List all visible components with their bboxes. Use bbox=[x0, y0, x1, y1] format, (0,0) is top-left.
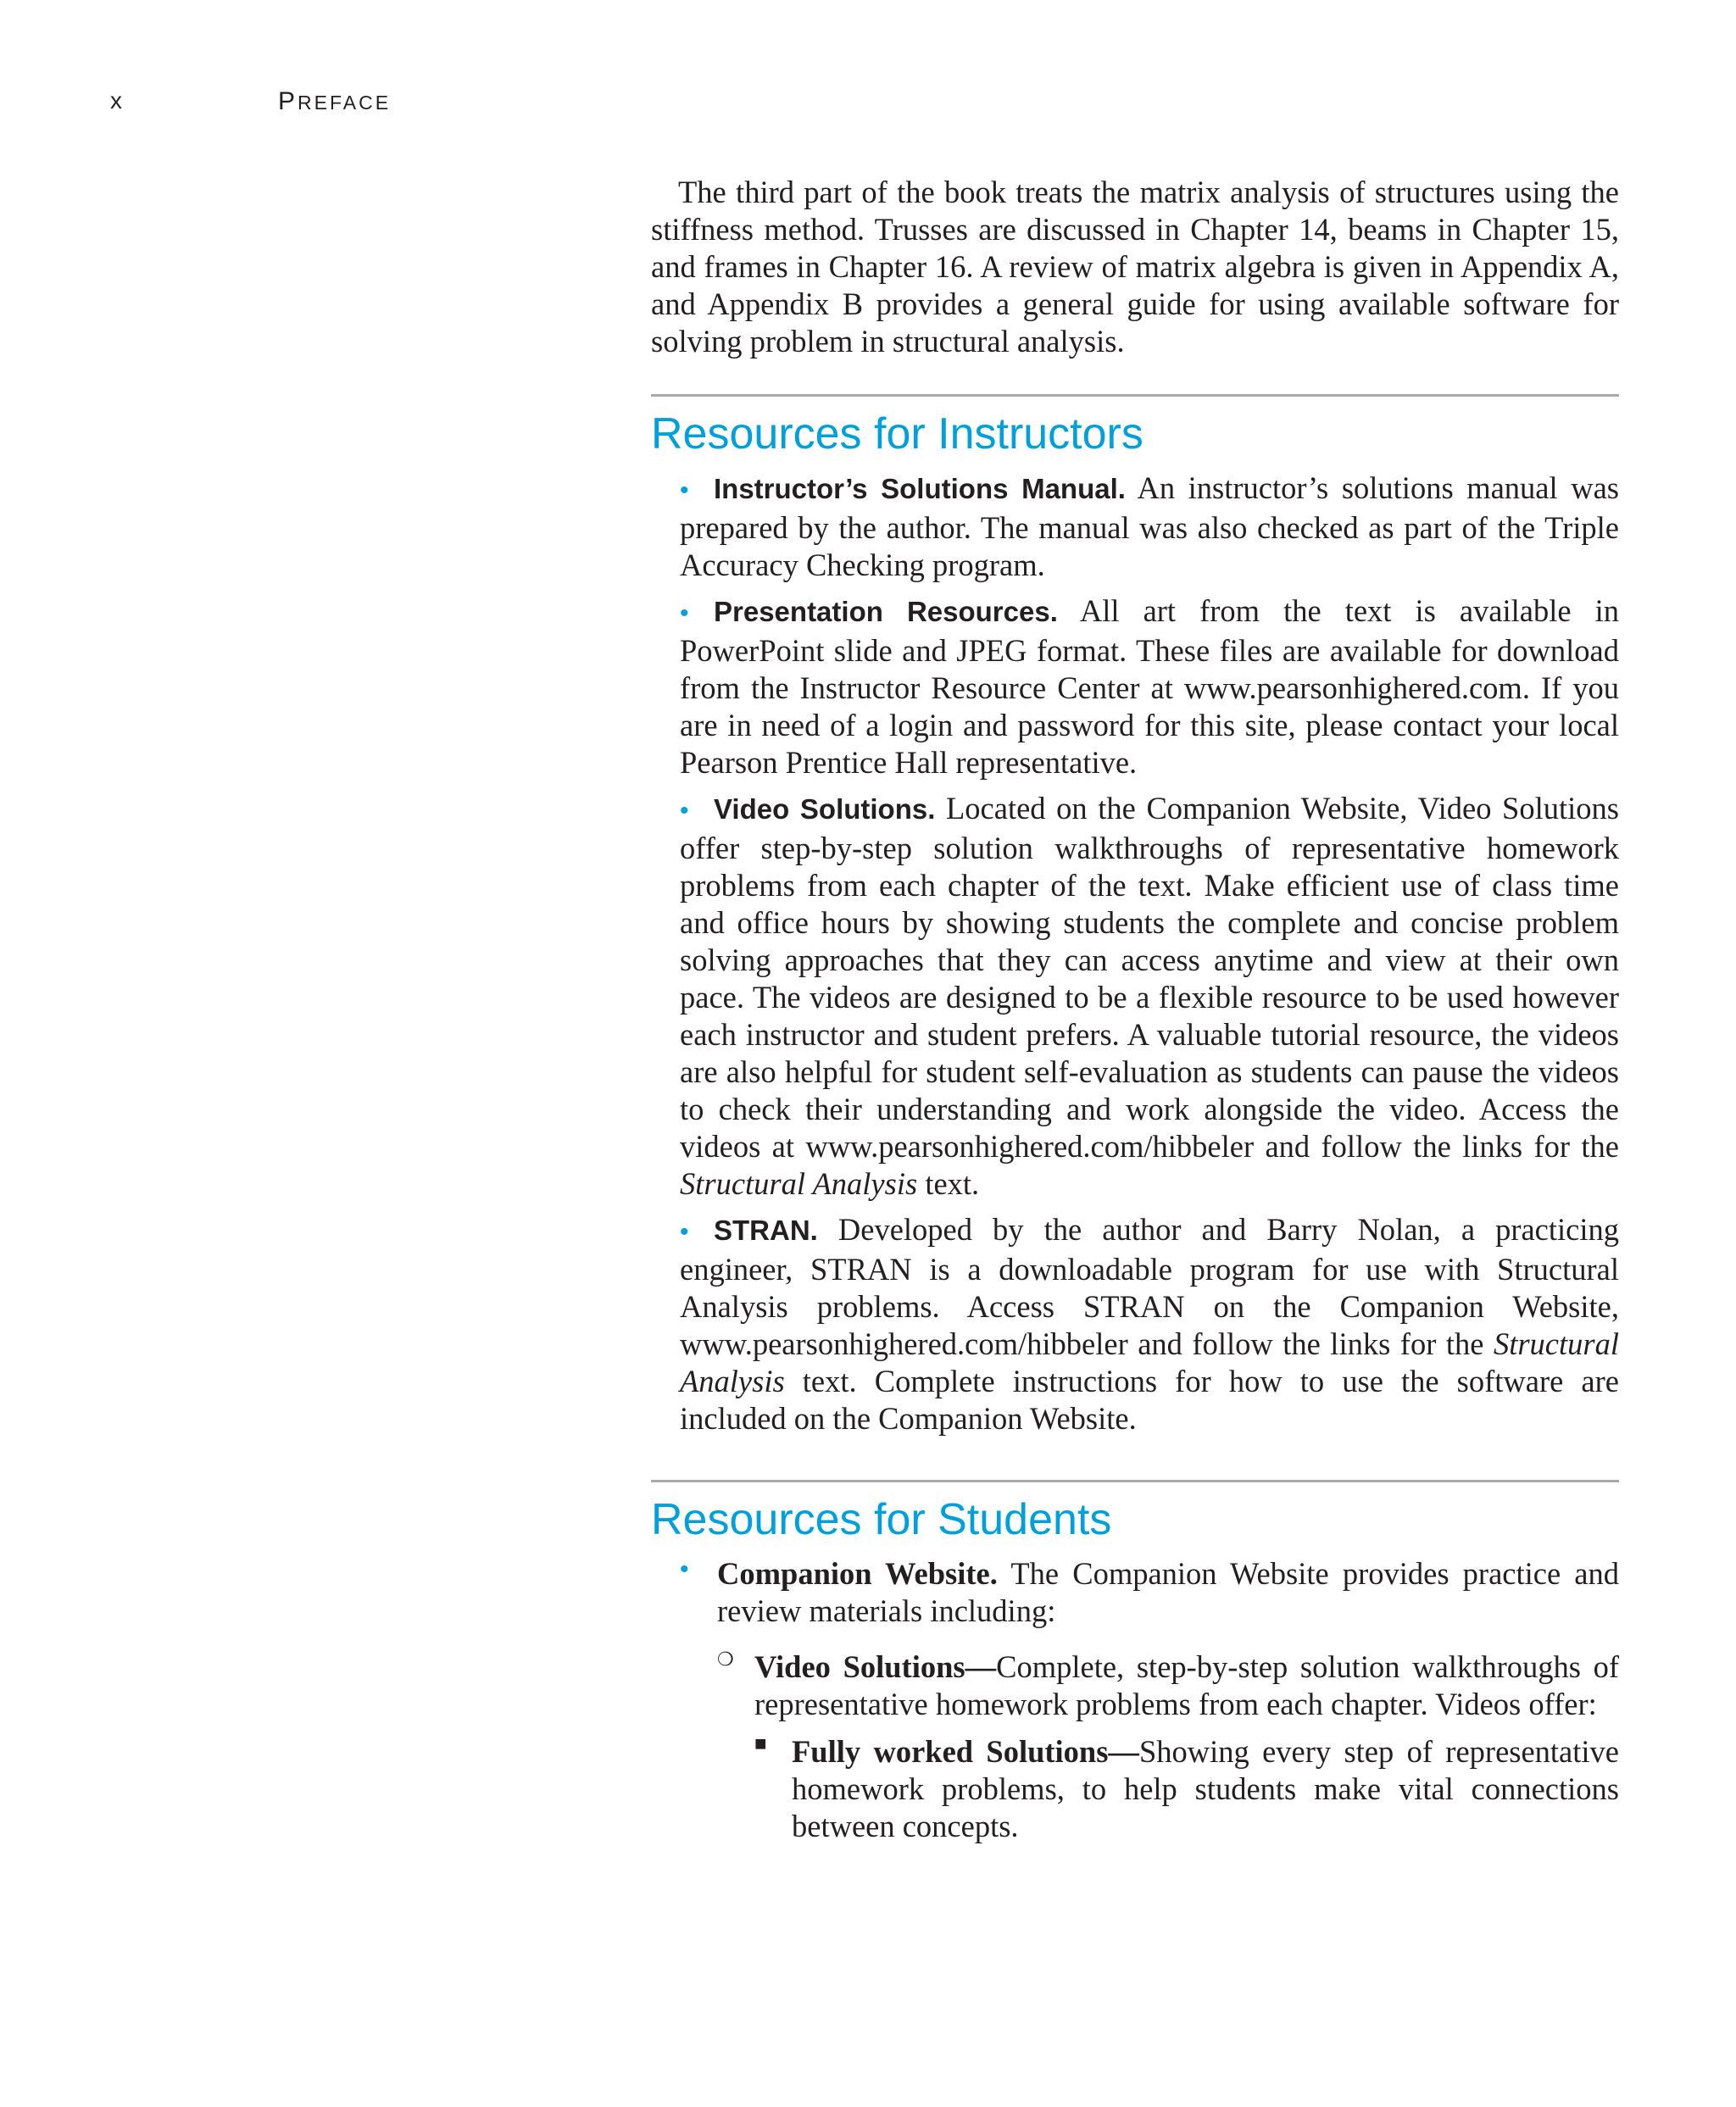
students-heading: Resources for Students bbox=[651, 1495, 1112, 1544]
bullet-icon: • bbox=[680, 599, 689, 627]
section-rule bbox=[651, 1480, 1619, 1482]
list-item bbox=[680, 790, 1619, 1203]
running-head-title: PREFACE bbox=[278, 87, 392, 115]
section-rule bbox=[651, 394, 1619, 397]
item-text-end: text. Complete instructions for how to use the software are included on the Companion Website. bbox=[680, 1364, 1619, 1436]
item-text: Complete, step-by-step solution walkthroughs of representative homework problems from each chapter. Videos offer: bbox=[754, 1649, 1620, 1721]
list-item bbox=[680, 1555, 1619, 1630]
square-bullet-icon: ■ bbox=[754, 1733, 767, 1755]
item-label: Presentation Resources. bbox=[714, 596, 1058, 627]
bullet-icon: • bbox=[680, 1555, 689, 1583]
item-text: Showing every step of representative homework problems, to help students make vital connections between concepts. bbox=[792, 1734, 1619, 1843]
sub-list-item bbox=[717, 1648, 1620, 1723]
item-label: STRAN. bbox=[714, 1215, 818, 1246]
item-text: An instructor’s solutions manual was prepared by the author. The manual was also checked as part of the Triple Accuracy Checking program. bbox=[680, 470, 1619, 582]
item-label: Fully worked Solutions— bbox=[792, 1734, 1139, 1769]
item-label: Companion Website. bbox=[717, 1556, 998, 1591]
book-title: Structural Analysis bbox=[680, 1326, 1619, 1398]
main-column bbox=[651, 174, 1619, 1845]
list-item bbox=[680, 1211, 1619, 1437]
bullet-icon: • bbox=[680, 797, 689, 825]
intro-paragraph: The third part of the book treats the matrix analysis of structures using the stiffness method. Trusses are discussed in Chapter 14, beams in Chapter 15, and frames in Chapter 16. A review of matrix algebra is given in Appendix A, and Appendix B provides a general guide for using available software for solving problem in structural analysis. bbox=[651, 175, 1619, 359]
list-item bbox=[680, 592, 1619, 781]
item-label: Instructor’s Solutions Manual. bbox=[714, 473, 1126, 504]
item-label: Video Solutions— bbox=[754, 1649, 997, 1684]
item-text: Developed by the author and Barry Nolan, a practicing engineer, STRAN is a downloadable program for use with Structural Analysis problems. Access STRAN on the Companion Website, www.pearsonhighered.com/hibbeler and follow the links for the bbox=[680, 1212, 1620, 1361]
instructors-heading: Resources for Instructors bbox=[651, 409, 1143, 459]
item-text: The Companion Website provides practice and review materials including: bbox=[717, 1556, 1620, 1628]
bullet-icon: • bbox=[680, 476, 689, 504]
item-text: All art from the text is available in PowerPoint slide and JPEG format. These files are available for download from the Instructor Resource Center at www.pearsonhighered.com. If you are in need of a login and password for this site, please contact your local Pearson Prentice Hall representative. bbox=[680, 593, 1619, 780]
bullet-icon: • bbox=[680, 1218, 689, 1246]
item-text-end: text. bbox=[925, 1166, 980, 1201]
book-title: Structural Analysis bbox=[680, 1166, 918, 1201]
sub-sub-list-item bbox=[754, 1733, 1619, 1845]
item-label: Video Solutions. bbox=[714, 793, 936, 825]
circle-bullet-icon: ❍ bbox=[717, 1648, 734, 1670]
list-item bbox=[680, 470, 1619, 584]
page-number: x bbox=[110, 87, 125, 114]
item-text: Located on the Companion Website, Video Solutions offer step-by-step solution walkthroughs of representative homework problems from each chapter of the text. Make efficient use of class time and office hours by showing students the complete and concise problem solving approaches that they can access anytime and view at their own pace. The videos are designed to be a flexible resource to be used however each instructor and student prefers. A valuable tutorial resource, the videos are also helpful for student self-evaluation as students can pause the videos to check their understanding and work alongside the video. Access the videos at www.pearsonhighered.com/hibbeler and follow the links for the bbox=[680, 791, 1619, 1164]
instructor-resources-list bbox=[651, 470, 1619, 1437]
